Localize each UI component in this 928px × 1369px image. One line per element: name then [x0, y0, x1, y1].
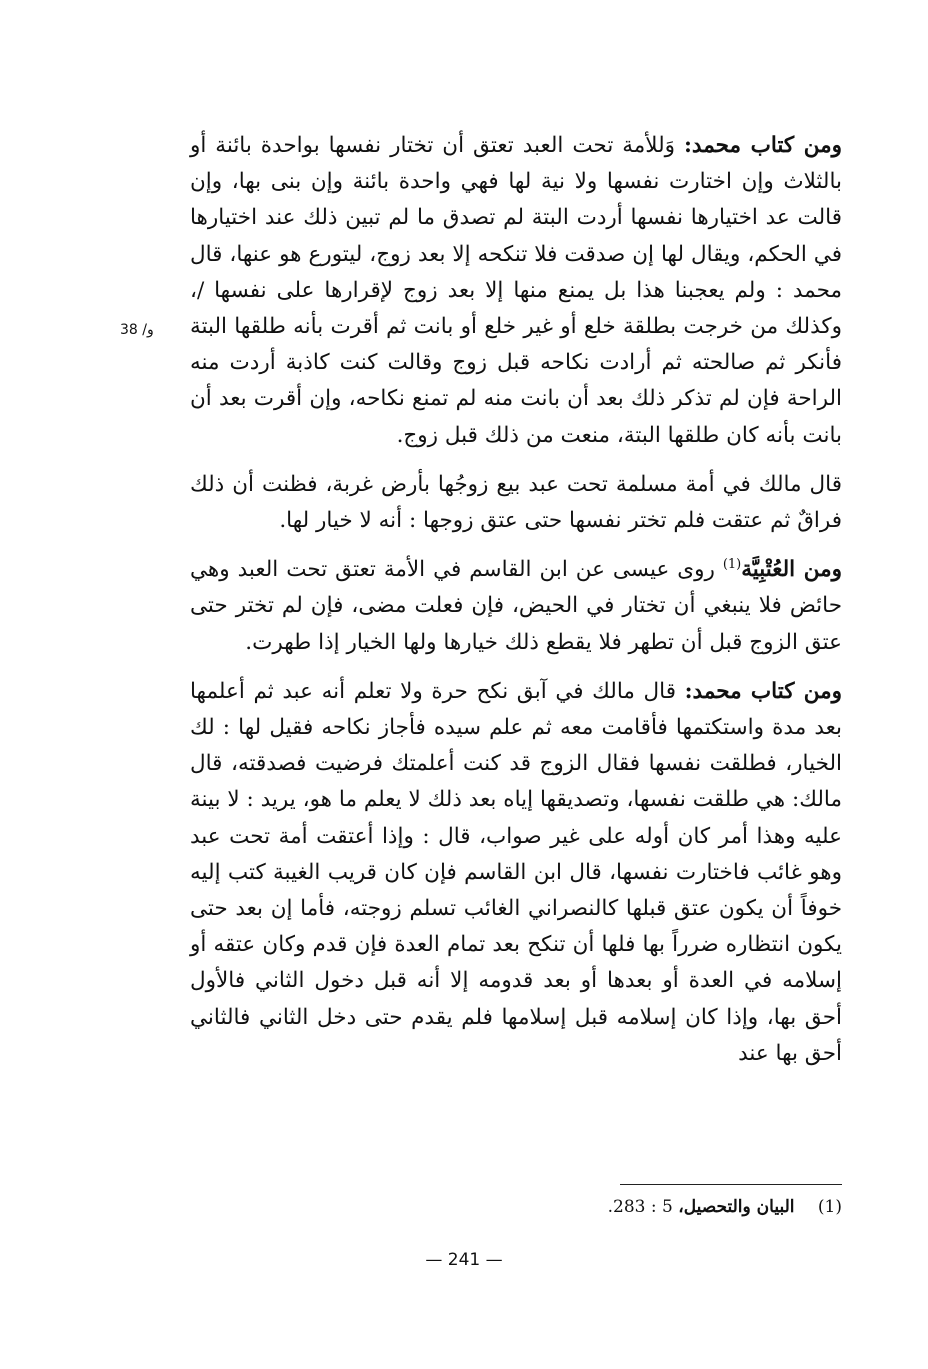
paragraph-2 [190, 467, 842, 539]
paragraph-4 [190, 674, 842, 1072]
footnote-number: (1) [817, 1197, 842, 1217]
main-text [190, 128, 842, 1072]
footnote-ref: 5 : 283. [607, 1197, 673, 1217]
footnote-source: البيان والتحصيل، [678, 1197, 795, 1217]
paragraph-lead: ومن كتاب محمد: [684, 133, 843, 158]
paragraph-text: روى عيسى عن ابن القاسم في الأمة تعتق تحت العبد وهي حائض فلا ينبغي أن تختار في الحيض، فإن فعلت مضى، فإن لم تختر حتى عتق الزوج قبل أن تطهر فلا يقطع ذلك خيارها ولها الخيار إذا طهرت. [190, 557, 842, 655]
paragraph-lead: ومن كتاب محمد: [684, 678, 842, 704]
page-number: — 241 — [425, 1250, 503, 1270]
footnote [242, 1194, 842, 1220]
paragraph-text: قال مالك في أمة مسلمة تحت عبد بيع زوجُها بأرض غربة، فظنت أن ذلك فراقٌ ثم عتقت فلم تختر نفسها حتى عتق زوجها : أنه لا خيار لها. [190, 471, 842, 534]
paragraph-3 [190, 552, 842, 661]
paragraph-text: قال مالك في آبق نكح حرة ولا تعلم أنه عبد ثم أعلمها بعد مدة واستكتمها فأقامت معه ثم علم سيده فأجاز نكاحه فقيل لها : لك الخيار، فطلقت نفسها فقال الزوج قد كنت أعلمتك فرضيت فصدقته، قال مالك: هي طلقت نفسها، وتصديقها إياه بعد ذلك لا يعلم ما هو، يريد : لا بينة عليه وهذا أمر كان أوله على غير صواب، قال : وإذا أعتقت أمة تحت عبد وهو غائب فاختارت نفسها، قال ابن القاسم فإن كان قريب الغيبة كتب إليه خوفاً أن يكون عتق قبلها كالنصراني الغائب تسلم زوجته، فأما إن بعد حتى يكون انتظاره ضرراً بها فلها أن تنكح بعد تمام العدة فإن قدم وكان عتقه أو إسلامه في العدة أو بعدها أو بعد قدومه إلا أنه قبل دخول الثاني فالأول أحق بها، وإذا كان إسلامه قبل إسلامها فلم يقدم حتى دخل الثاني فالثاني أحق بها عند [190, 678, 842, 1066]
paragraph-text: وَللأمة تحت العبد تعتق أن تختار نفسها بواحدة بائنة أو بالثلاث وإن اختارت نفسها ولا نية لها فهي واحدة بائنة وإن بنى بها، وإن قالت عد اختيارها نفسها أردت البتة لم تصدق ما لم تبين ذلك عند اختيارها في الحكم، ويقال لها إن صدقت فلا تنكحه إلا بعد زوج، ليتورع هو عنها، قال محمد : ولم يعجبنا هذا بل يمنع منها إلا بعد زوج لإقرارها على نفسها /، وكذلك من خرجت بطلقة خلع أو غير خلع أو بانت ثم أقرت بأنه طلقها البتة فأنكر ثم صالحته ثم أرادت نكاحه قبل زوج وقالت كنت كاذبة أردت منه الراحة فإن لم تذكر ذلك بعد أن بانت منه لم تمنع نكاحه، وإن أقرت بعد أن بانت بأنه كان طلقها البتة، منعت من ذلك قبل زوج. [190, 133, 842, 448]
paragraph-1 [190, 128, 842, 454]
footnote-divider [620, 1184, 842, 1185]
footnote-reference[interactable]: (1) [722, 557, 742, 573]
folio-marginal-note: 38 /و [120, 322, 154, 338]
paragraph-lead: ومن العُتْبِيَّة [741, 557, 843, 583]
